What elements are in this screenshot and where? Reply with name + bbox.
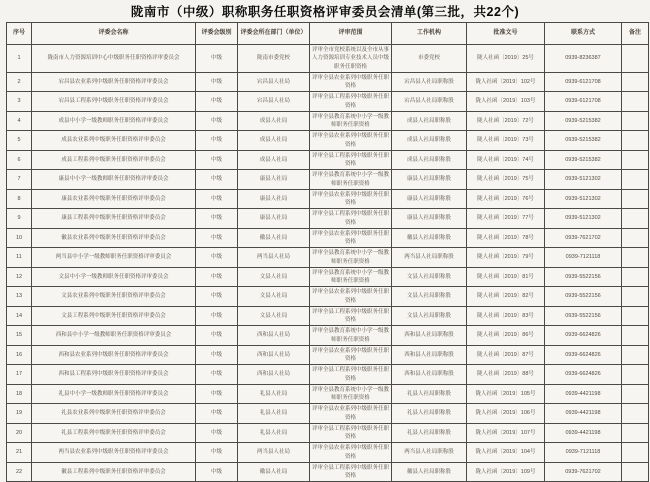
table-cell: 文县人社局职称股 (392, 267, 467, 287)
table-cell: 12 (7, 267, 32, 287)
table-cell: 19 (7, 404, 32, 424)
table-cell: 西和县人社局职称股 (392, 326, 467, 346)
table-cell: 0939-7621702 (545, 462, 622, 482)
table-cell: 0939-5215382 (545, 150, 622, 170)
table-cell: 评审全县农业系列中级职务任职资格 (310, 228, 392, 248)
column-header: 备注 (622, 23, 649, 45)
table-row (7, 365, 649, 385)
table-cell: 成县人社局 (238, 111, 310, 131)
table-cell: 成县中小学一级教师职务任职资格评审委员会 (32, 111, 196, 131)
table-cell: 文县人社局职称股 (392, 306, 467, 326)
table-body (7, 45, 649, 482)
table-cell: 评审全县农业系列中级职务任职资格 (310, 287, 392, 307)
table-cell: 评审全县农业系列中级职务任职资格 (310, 131, 392, 151)
column-header: 序号 (7, 23, 32, 45)
table-cell: 文县人社局 (238, 267, 310, 287)
table-cell: 陇人社函〔2019〕76号 (467, 189, 545, 209)
table-cell: 评审全县教育系统中小学一级教师职务任职资格 (310, 384, 392, 404)
table-cell: 两当县中小学一级教师职务任职资格评审委员会 (32, 248, 196, 268)
table-cell: 两当县人社局职称股 (392, 248, 467, 268)
table-cell: 徽县人社局 (238, 462, 310, 482)
table-cell: 徽县人社局 (238, 228, 310, 248)
table-cell: 宕昌县农业系列中级职务任职资格评审委员会 (32, 72, 196, 92)
table-cell: 0939-4421198 (545, 384, 622, 404)
table-cell (622, 443, 649, 463)
table-cell: 礼县人社局 (238, 384, 310, 404)
table-cell: 两当县人社局 (238, 443, 310, 463)
table-cell: 评审全县教育系统中小学一级教师职务任职资格 (310, 111, 392, 131)
table-cell: 中级 (196, 365, 238, 385)
table-cell: 中级 (196, 209, 238, 229)
table-cell: 礼县农业系列中级职务任职资格评审委员会 (32, 404, 196, 424)
table-cell: 0939-5522156 (545, 267, 622, 287)
table-cell: 中级 (196, 248, 238, 268)
table-cell: 文县人社局 (238, 306, 310, 326)
table-cell: 陇人社函〔2019〕83号 (467, 306, 545, 326)
table-cell: 宕昌县人社局职称股 (392, 72, 467, 92)
table-cell: 宕昌县人社局职称股 (392, 92, 467, 112)
table-cell: 陇人社函〔2019〕77号 (467, 209, 545, 229)
table-cell: 陇人社函〔2019〕87号 (467, 345, 545, 365)
table-row (7, 326, 649, 346)
table-cell: 陇人社函〔2019〕78号 (467, 228, 545, 248)
table-cell: 陇人社函〔2019〕73号 (467, 131, 545, 151)
table-row (7, 111, 649, 131)
table-cell: 西和县人社局 (238, 345, 310, 365)
table-cell: 两当县农业系列中级职务任职资格评审委员会 (32, 443, 196, 463)
table-row (7, 287, 649, 307)
table-cell: 0939-5215382 (545, 131, 622, 151)
table-cell: 文县人社局职称股 (392, 287, 467, 307)
table-cell: 文县人社局 (238, 287, 310, 307)
table-cell: 徽县工程系列中级职务任职资格评审委员会 (32, 462, 196, 482)
table-cell: 中级 (196, 462, 238, 482)
table-cell: 21 (7, 443, 32, 463)
table-cell: 成县人社局职称股 (392, 150, 467, 170)
table-cell: 评审全县农业系列中级职务任职资格 (310, 189, 392, 209)
table-cell: 5 (7, 131, 32, 151)
table-cell (622, 72, 649, 92)
column-header: 联系方式 (545, 23, 622, 45)
table-cell: 15 (7, 326, 32, 346)
table-row (7, 248, 649, 268)
table-row (7, 228, 649, 248)
table-row (7, 150, 649, 170)
table-cell: 陇南市委党校 (238, 45, 310, 73)
table-cell: 成县人社局 (238, 131, 310, 151)
table-cell: 评审全县工程系列中级职务任职资格 (310, 365, 392, 385)
table-cell: 4 (7, 111, 32, 131)
table-cell: 评审全县工程系列中级职务任职资格 (310, 150, 392, 170)
table-cell: 康县人社局职称股 (392, 189, 467, 209)
table-cell: 成县人社局 (238, 150, 310, 170)
table-cell: 陇人社函〔2019〕25号 (467, 45, 545, 73)
table-cell: 成县工程系列中级职务任职资格评审委员会 (32, 150, 196, 170)
table-cell: 中级 (196, 189, 238, 209)
table-cell: 成县农业系列中级职务任职资格评审委员会 (32, 131, 196, 151)
table-cell: 评审全县工程系列中级职务任职资格 (310, 209, 392, 229)
table-cell (622, 306, 649, 326)
table-row (7, 72, 649, 92)
table-cell: 宕昌县人社局 (238, 72, 310, 92)
table-cell: 0939-8236387 (545, 45, 622, 73)
table-cell: 0939-5121302 (545, 170, 622, 190)
table-cell: 评审全市党校系统以及全市从事人力资源培训专业技术人员中级职务任职资格 (310, 45, 392, 73)
table-cell (622, 267, 649, 287)
table-cell: 宕昌县人社局 (238, 92, 310, 112)
table-cell: 陇人社函〔2019〕106号 (467, 404, 545, 424)
table-cell (622, 345, 649, 365)
table-cell: 0939-6624826 (545, 365, 622, 385)
table-cell: 西和县中小学一级教师职务任职资格评审委员会 (32, 326, 196, 346)
table-cell: 中级 (196, 423, 238, 443)
table-cell: 6 (7, 150, 32, 170)
table-cell: 评审全县农业系列中级职务任职资格 (310, 404, 392, 424)
table-cell: 康县人社局职称股 (392, 209, 467, 229)
table-cell: 0939-6121708 (545, 92, 622, 112)
table-cell: 徽县人社局职称股 (392, 228, 467, 248)
table-cell: 两当县人社局职称股 (392, 443, 467, 463)
table-row (7, 92, 649, 112)
table-cell: 西和县人社局 (238, 326, 310, 346)
table-cell: 康县人社局 (238, 170, 310, 190)
table-cell: 康县中小学一级教师职务任职资格评审委员会 (32, 170, 196, 190)
table-cell: 1 (7, 45, 32, 73)
table-cell: 文县农业系列中级职务任职资格评审委员会 (32, 287, 196, 307)
table-cell: 16 (7, 345, 32, 365)
committee-table (6, 22, 649, 482)
table-row (7, 131, 649, 151)
table-cell: 礼县工程系列中级职务任职资格评审委员会 (32, 423, 196, 443)
table-row (7, 345, 649, 365)
table-row (7, 45, 649, 73)
table-cell: 评审全县农业系列中级职务任职资格 (310, 72, 392, 92)
table-cell: 0939-5522156 (545, 306, 622, 326)
page-title: 陇南市（中级）职称职务任职资格评审委员会清单(第三批，共22个) (130, 5, 520, 19)
table-cell: 两当县人社局 (238, 248, 310, 268)
table-cell: 陇人社函〔2019〕79号 (467, 248, 545, 268)
table-row (7, 384, 649, 404)
table-cell: 康县农业系列中级职务任职资格评审委员会 (32, 189, 196, 209)
table-cell: 陇南市人力资源培训中心中级职务任职资格评审委员会 (32, 45, 196, 73)
table-cell: 17 (7, 365, 32, 385)
table-cell (622, 111, 649, 131)
table-cell: 文县中小学一级教师职务任职资格评审委员会 (32, 267, 196, 287)
table-cell: 康县工程系列中级职务任职资格评审委员会 (32, 209, 196, 229)
table-cell: 0939-7121118 (545, 248, 622, 268)
table-row (7, 423, 649, 443)
table-cell: 西和县人社局职称股 (392, 345, 467, 365)
table-cell: 3 (7, 92, 32, 112)
table-cell: 中级 (196, 306, 238, 326)
table-cell: 中级 (196, 228, 238, 248)
table-cell: 陇人社函〔2019〕72号 (467, 111, 545, 131)
table-cell: 陇人社函〔2019〕86号 (467, 326, 545, 346)
table-cell: 宕昌县工程系列中级职务任职资格评审委员会 (32, 92, 196, 112)
table-cell: 20 (7, 423, 32, 443)
table-cell: 西和县人社局 (238, 365, 310, 385)
column-header: 评审范围 (310, 23, 392, 45)
table-cell: 2 (7, 72, 32, 92)
table-cell: 评审全县教育系统中小学一级教师职务任职资格 (310, 326, 392, 346)
table-cell: 陇人社函〔2019〕81号 (467, 267, 545, 287)
table-cell: 评审全县工程系列中级职务任职资格 (310, 423, 392, 443)
table-cell: 中级 (196, 170, 238, 190)
table-cell: 陇人社函〔2019〕104号 (467, 443, 545, 463)
table-cell: 评审全县农业系列中级职务任职资格 (310, 345, 392, 365)
table-cell: 中级 (196, 345, 238, 365)
table-cell: 0939-5121302 (545, 209, 622, 229)
table-cell: 评审全县教育系统中小学一级教师职务任职资格 (310, 248, 392, 268)
table-cell: 中级 (196, 404, 238, 424)
table-cell: 0939-5522156 (545, 287, 622, 307)
table-cell: 9 (7, 209, 32, 229)
table-cell: 礼县中小学一级教师职务任职资格评审委员会 (32, 384, 196, 404)
table-cell: 徽县农业系列中级职务任职资格评审委员会 (32, 228, 196, 248)
table-cell: 0939-4421198 (545, 423, 622, 443)
table-cell: 文县工程系列中级职务任职资格评审委员会 (32, 306, 196, 326)
table-cell: 10 (7, 228, 32, 248)
table-cell: 0939-7621702 (545, 228, 622, 248)
column-header: 评委会名称 (32, 23, 196, 45)
table-cell: 中级 (196, 72, 238, 92)
table-cell: 陇人社函〔2019〕75号 (467, 170, 545, 190)
table-cell (622, 170, 649, 190)
table-cell: 陇人社函〔2019〕102号 (467, 72, 545, 92)
table-row (7, 404, 649, 424)
table-cell (622, 423, 649, 443)
table-cell: 22 (7, 462, 32, 482)
table-cell: 中级 (196, 131, 238, 151)
table-header-row (7, 23, 649, 45)
table-cell: 西和县农业系列中级职务任职资格评审委员会 (32, 345, 196, 365)
table-cell: 徽县人社局职称股 (392, 462, 467, 482)
table-cell (622, 92, 649, 112)
table-cell: 7 (7, 170, 32, 190)
table-cell: 康县人社局 (238, 209, 310, 229)
table-row (7, 189, 649, 209)
table-cell: 评审全县教育系统中小学一级教师职务任职资格 (310, 170, 392, 190)
table-row (7, 170, 649, 190)
table-cell: 评审全县工程系列中级职务任职资格 (310, 92, 392, 112)
column-header: 批准文号 (467, 23, 545, 45)
table-cell: 8 (7, 189, 32, 209)
table-cell: 陇人社函〔2019〕82号 (467, 287, 545, 307)
table-cell (622, 248, 649, 268)
table-cell: 陇人社函〔2019〕105号 (467, 384, 545, 404)
table-cell (622, 326, 649, 346)
table-cell: 中级 (196, 267, 238, 287)
table-cell: 中级 (196, 384, 238, 404)
table-cell: 中级 (196, 92, 238, 112)
table-cell (622, 209, 649, 229)
table-cell: 13 (7, 287, 32, 307)
table-cell: 西和县工程系列中级职务任职资格评审委员会 (32, 365, 196, 385)
table-cell: 评审全县教育系统中小学一级教师职务任职资格 (310, 267, 392, 287)
table-cell: 11 (7, 248, 32, 268)
table-cell (622, 228, 649, 248)
table-cell: 中级 (196, 45, 238, 73)
table-cell: 0939-5215382 (545, 111, 622, 131)
table-cell: 市委党校 (392, 45, 467, 73)
table-cell: 0939-6624826 (545, 345, 622, 365)
table-cell (622, 150, 649, 170)
table-row (7, 209, 649, 229)
table-cell (622, 45, 649, 73)
table-row (7, 306, 649, 326)
table-row (7, 443, 649, 463)
table-cell: 18 (7, 384, 32, 404)
table-cell: 0939-5121302 (545, 189, 622, 209)
table-cell (622, 384, 649, 404)
table-cell (622, 404, 649, 424)
table-cell: 0939-6121708 (545, 72, 622, 92)
column-header: 评委会级别 (196, 23, 238, 45)
table-cell: 礼县人社局 (238, 404, 310, 424)
table-cell: 中级 (196, 287, 238, 307)
table-cell: 康县人社局职称股 (392, 170, 467, 190)
table-cell (622, 189, 649, 209)
table-cell: 成县人社局职称股 (392, 111, 467, 131)
table-cell: 评审全县工程系列中级职务任职资格 (310, 306, 392, 326)
table-cell: 14 (7, 306, 32, 326)
table-cell: 康县人社局 (238, 189, 310, 209)
table-row (7, 267, 649, 287)
table-cell: 中级 (196, 150, 238, 170)
table-cell: 中级 (196, 326, 238, 346)
table-cell: 陇人社函〔2019〕103号 (467, 92, 545, 112)
table-cell: 0939-6624826 (545, 326, 622, 346)
table-cell: 礼县人社局职称股 (392, 384, 467, 404)
column-header: 评委会所在部门（单位） (238, 23, 310, 45)
table-cell (622, 287, 649, 307)
table-cell: 陇人社函〔2019〕109号 (467, 462, 545, 482)
table-cell: 礼县人社局 (238, 423, 310, 443)
table-cell: 中级 (196, 443, 238, 463)
table-cell: 0939-7121118 (545, 443, 622, 463)
table-cell (622, 131, 649, 151)
table-cell: 陇人社函〔2019〕107号 (467, 423, 545, 443)
table-cell: 陇人社函〔2019〕88号 (467, 365, 545, 385)
column-header: 工作机构 (392, 23, 467, 45)
table-cell: 0939-4421198 (545, 404, 622, 424)
table-cell: 中级 (196, 111, 238, 131)
table-cell: 西和县人社局职称股 (392, 365, 467, 385)
table-cell: 礼县人社局职称股 (392, 404, 467, 424)
table-cell: 礼县人社局职称股 (392, 423, 467, 443)
table-cell: 评审全县农业系列中级职务任职资格 (310, 443, 392, 463)
table-cell (622, 365, 649, 385)
table-cell: 评审全县工程系列中级职务任职资格 (310, 462, 392, 482)
table-cell: 成县人社局职称股 (392, 131, 467, 151)
table-cell: 陇人社函〔2019〕74号 (467, 150, 545, 170)
